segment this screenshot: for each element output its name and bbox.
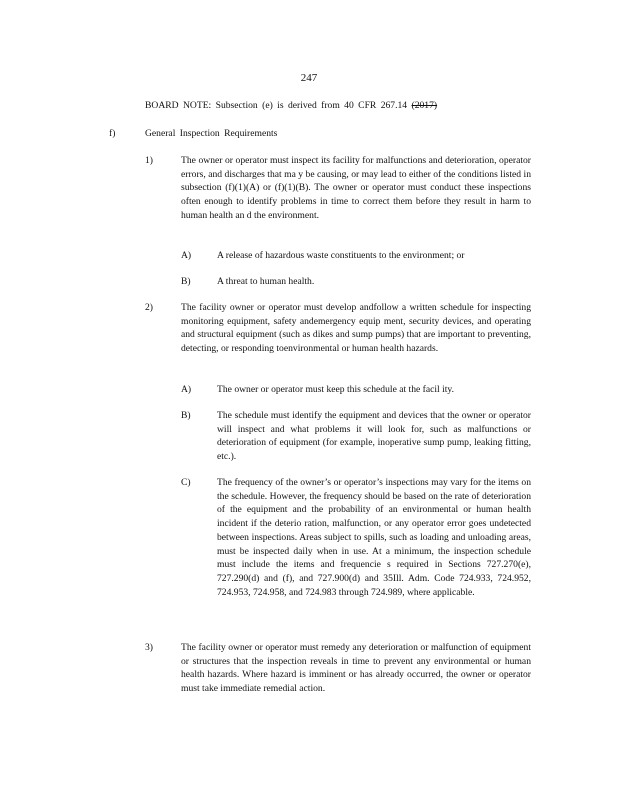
item-3-text: The facility owner or operator must remedy any deterioration or malfunction of equipment or structures that the inspection reveals in time to prevent any environmental or human health hazards. Where hazard is imminent or has already occurred, the owner or operator must take immediate remedial action. bbox=[181, 642, 531, 695]
item-1-text: The owner or operator must inspect its facility for malfunctions and deterioration, operator errors, and discharges that ma y be causing, or may lead to either of the conditions listed in subsection (f)(1)(A) or (f)(1)(B). The owner or operator must conduct these inspections often enough to identify problems in time to correct them before they result in harm to human health an d the environment. bbox=[181, 155, 531, 221]
item-2-text: The facility owner or operator must develop andfollow a written schedule for inspecting monitoring equipment, safety andemergency equip ment, security devices, and operating and structural equipment (such as dikes and sump pumps) that are important to preventing, detecting, or responding toenvironmental or human health hazards. bbox=[181, 302, 531, 355]
board-note-struck-year: (2017) bbox=[411, 100, 438, 111]
section-title: General Inspection Requirements bbox=[145, 128, 278, 139]
board-note-text: BOARD NOTE: Subsection (e) is derived from 40 CFR 267.14 bbox=[145, 100, 412, 111]
item-2c-label: C) bbox=[181, 477, 191, 488]
page-number: 247 bbox=[300, 72, 318, 84]
item-2b-label: B) bbox=[181, 410, 191, 421]
board-note bbox=[145, 100, 437, 111]
item-2a-text: The owner or operator must keep this schedule at the facil ity. bbox=[217, 384, 455, 395]
item-1-label: 1) bbox=[145, 155, 153, 166]
item-1a-label: A) bbox=[181, 250, 192, 261]
item-2a-label: A) bbox=[181, 384, 192, 395]
item-2b-text: The schedule must identify the equipment and devices that the owner or operator will inspect and what problems it will look for, such as malfunctions or deterioration of equipment (for example, inoperative sump pump, leaking fitting, etc.). bbox=[217, 410, 531, 463]
section-label: f) bbox=[109, 128, 116, 139]
item-1b-label: B) bbox=[181, 276, 191, 287]
item-3-label: 3) bbox=[145, 642, 153, 653]
item-1b-text: A threat to human health. bbox=[217, 276, 315, 287]
item-1a-text: A release of hazardous waste constituents to the environment; or bbox=[217, 250, 465, 261]
item-2-label: 2) bbox=[145, 302, 153, 313]
item-2c-text: The frequency of the owner’s or operator’s inspections may vary for the items on the schedule. However, the frequency should be based on the rate of deterioration of the equipment and the probability of an environmental or human health incident if the deterio ration, malfunction, or any operator error goes undetected between inspections. Areas subject to spills, such as loading and unloading areas, must be inspected daily when in use. At a minimum, the inspection schedule must include the items and frequencie s required in Sections 727.270(e), 727.290(d) and (f), and 727.900(d) and 35Ill. Adm. Code 724.933, 724.952, 724.953, 724.958, and 724.983 through 724.989, where applicable. bbox=[217, 477, 531, 598]
